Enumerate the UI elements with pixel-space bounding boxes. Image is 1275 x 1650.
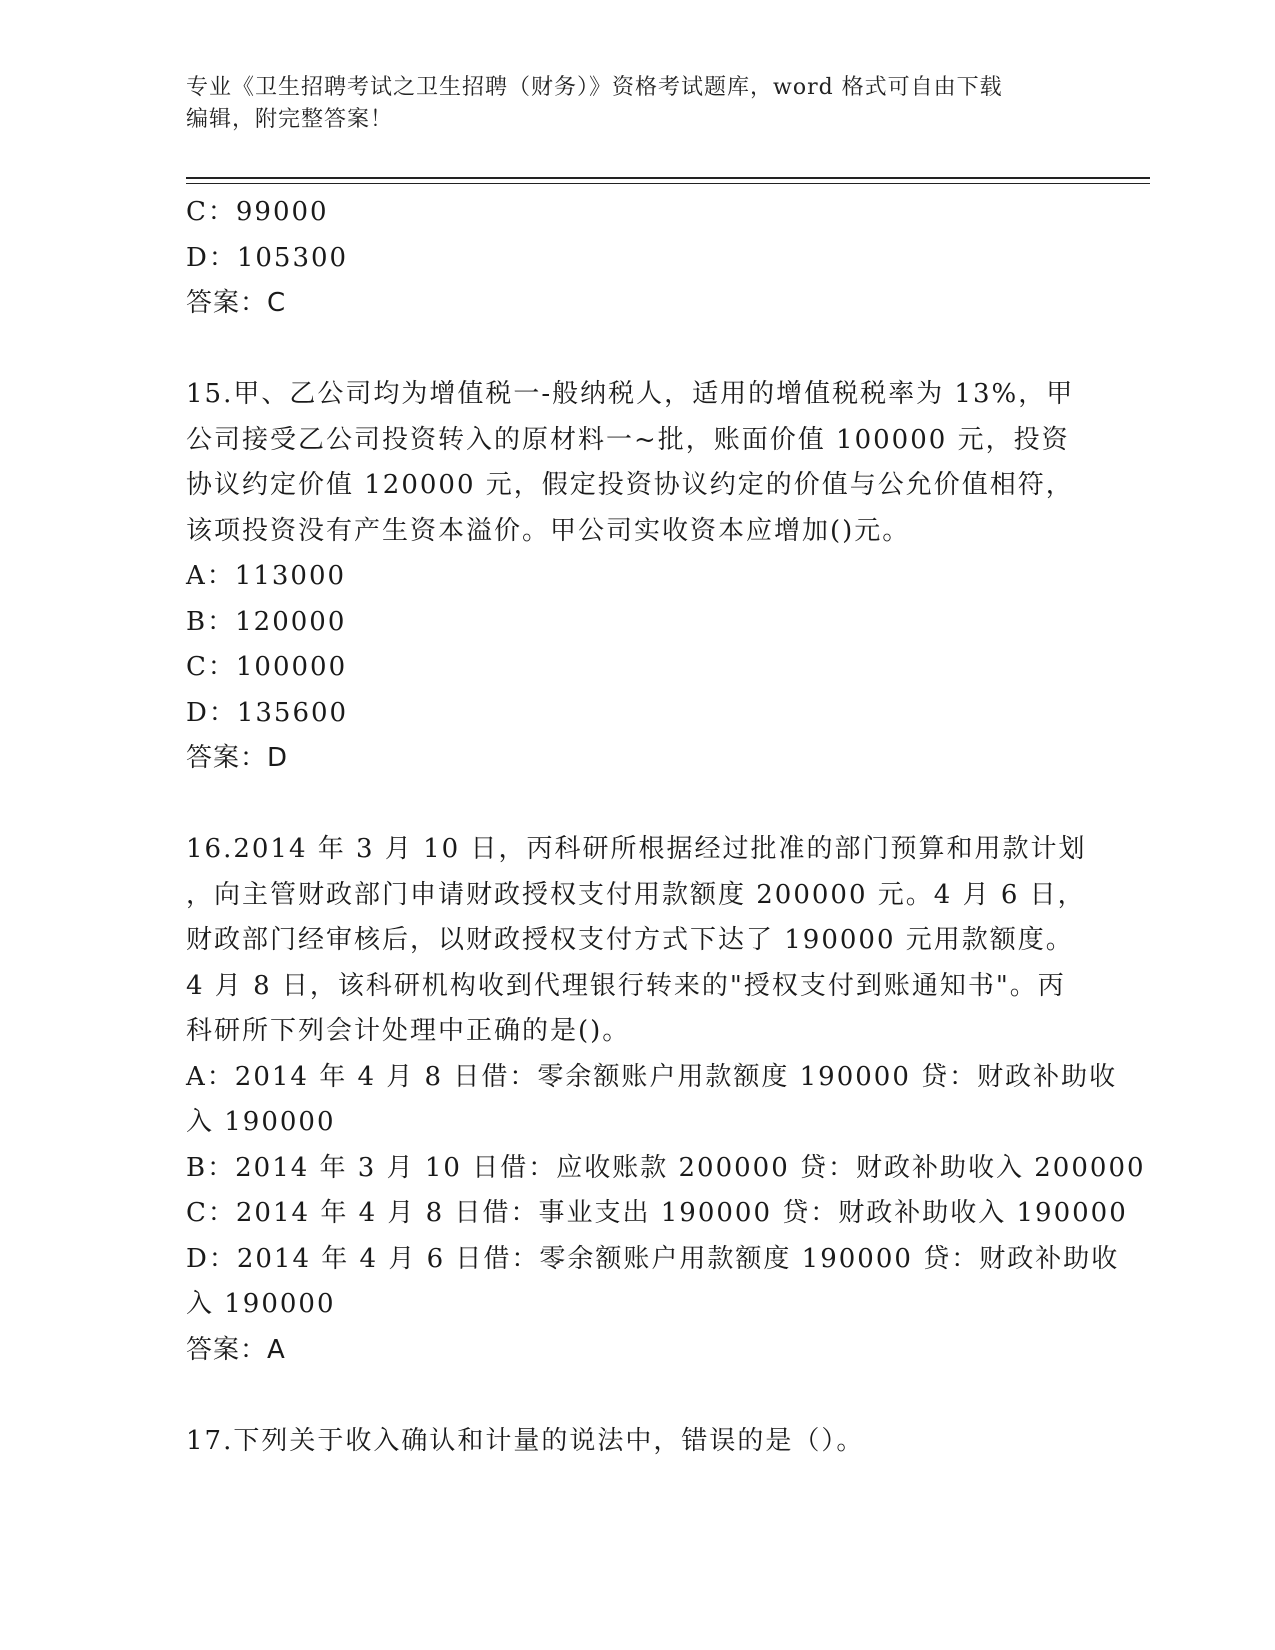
option-d-continued: 入 190000: [186, 1289, 336, 1319]
question-text-line: 16.2014 年 3 月 10 日，丙科研所根据经过批准的部门预算和用款计划: [186, 834, 1087, 864]
question-17: [186, 1419, 1086, 1465]
question-text-line: 公司接受乙公司投资转入的原材料一~批，账面价值 100000 元，投资: [186, 424, 1070, 455]
answer-label: 答案：D: [186, 743, 289, 773]
page-header: [186, 72, 1086, 136]
question-text-line: 4 月 8 日，该科研机构收到代理银行转来的"授权支付到账通知书"。丙: [186, 970, 1066, 1001]
question-16: [186, 827, 1146, 1373]
option-d: D：135600: [186, 697, 349, 728]
option-c: C：2014 年 4 月 8 日借：事业支出 190000 贷：财政补助收入 190000: [186, 1198, 1128, 1228]
option-d: D：105300: [186, 242, 349, 273]
header-divider: [186, 177, 1150, 179]
option-a: A：113000: [186, 561, 347, 591]
question-text-line: ，向主管财政部门申请财政授权支付用款额度 200000 元。4 月 6 日，: [186, 879, 1086, 910]
question-text-line: 该项投资没有产生资本溢价。甲公司实收资本应增加()元。: [186, 515, 911, 546]
header-line: 编辑，附完整答案！: [186, 107, 394, 132]
answer-label: 答案：A: [186, 1334, 286, 1365]
option-d: D：2014 年 4 月 6 日借：零余额账户用款额度 190000 贷：财政补助收: [186, 1243, 1120, 1274]
spacer: [186, 1373, 1086, 1419]
question-content: [186, 190, 1146, 1464]
header-divider-thin: [186, 183, 1150, 184]
answer-label: 答案：C: [186, 288, 287, 318]
header-line: 专业《卫生招聘考试之卫生招聘（财务）》资格考试题库，word 格式可自由下载: [186, 75, 1003, 100]
option-c: C：99000: [186, 197, 329, 227]
question-text-line: 协议约定价值 120000 元，假定投资协议约定的价值与公允价值相符，: [186, 470, 1074, 500]
question-text-line: 科研所下列会计处理中正确的是()。: [186, 1016, 631, 1046]
question-14-tail: [186, 190, 1086, 327]
question-15: [186, 372, 1086, 782]
question-text-line: 财政部门经审核后，以财政授权支付方式下达了 190000 元用款额度。: [186, 925, 1074, 955]
spacer: [186, 327, 1086, 373]
spacer: [186, 782, 1086, 828]
question-text-line: 17.下列关于收入确认和计量的说法中，错误的是（）。: [186, 1425, 865, 1456]
option-b: B：2014 年 3 月 10 日借：应收账款 200000 贷：财政补助收入 200000: [186, 1152, 1146, 1183]
option-b: B：120000: [186, 606, 347, 637]
option-a: A：2014 年 4 月 8 日借：零余额账户用款额度 190000 贷：财政补助收: [186, 1061, 1118, 1092]
question-text-line: 15.甲、乙公司均为增值税一-般纳税人，适用的增值税税率为 13%，甲: [186, 379, 1075, 409]
option-a-continued: 入 190000: [186, 1107, 336, 1137]
option-c: C：100000: [186, 652, 348, 682]
